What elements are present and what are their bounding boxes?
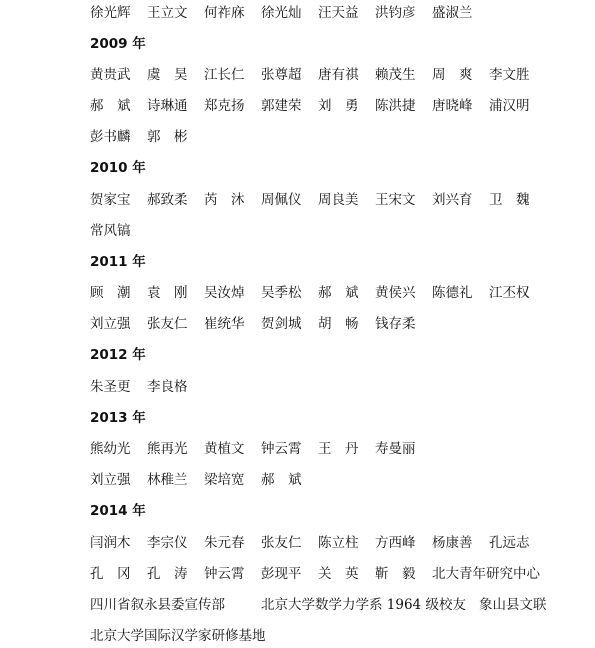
organization-name: 北京大学国际汉学家研修基地 [90,628,266,644]
person-name: 李文胜 [489,67,530,83]
person-name: 袁 刚 [147,285,188,301]
person-name: 刘兴育 [432,192,473,208]
person-name: 赖茂生 [375,67,416,83]
person-name: 钱存柔 [375,316,416,332]
person-name: 孔 冈 [90,566,131,582]
year-heading: 2010 年 [90,160,146,176]
person-name: 唐有祺 [318,67,359,83]
person-name: 郝致柔 [147,192,188,208]
person-name: 林稚兰 [147,472,188,488]
organization-name: 北京大学数学力学系 1964 级校友 [261,597,466,613]
person-name: 盛淑兰 [432,5,473,21]
person-name: 张友仁 [147,316,188,332]
person-name: 徐光灿 [261,5,302,21]
organization-name: 四川省叙永县委宣传部 [90,597,225,613]
person-name: 胡 畅 [318,316,359,332]
year-heading: 2013 年 [90,410,146,426]
person-name: 浦汉明 [489,98,530,114]
person-name: 王宋文 [375,192,416,208]
person-name: 朱元春 [204,535,245,551]
person-name: 虞 昊 [147,67,188,83]
person-name: 周 爽 [432,67,473,83]
person-name: 郭 彬 [147,129,188,145]
person-name: 闫润木 [90,535,131,551]
person-name: 诗琳通 [147,98,188,114]
person-name: 郝 斌 [90,98,131,114]
person-name: 梁培宽 [204,472,245,488]
person-name: 刘立强 [90,316,131,332]
person-name: 黄植文 [204,441,245,457]
person-name: 吴汝焯 [204,285,245,301]
person-name: 王 丹 [318,441,359,457]
person-name: 刘 勇 [318,98,359,114]
person-name: 张尊超 [261,67,302,83]
person-name: 顾 潮 [90,285,131,301]
person-name: 何祚庥 [204,5,245,21]
person-name: 陈洪捷 [375,98,416,114]
person-name: 江丕权 [489,285,530,301]
person-name: 陈立柱 [318,535,359,551]
person-name: 吴季松 [261,285,302,301]
person-name: 洪钧彦 [375,5,416,21]
person-name: 贺家宝 [90,192,131,208]
person-name: 钟云霄 [204,566,245,582]
person-name: 彭现平 [261,566,302,582]
person-name: 黄侯兴 [375,285,416,301]
person-name: 周佩仪 [261,192,302,208]
person-name: 郑克扬 [204,98,245,114]
year-heading: 2011 年 [90,254,146,270]
person-name: 汪天益 [318,5,359,21]
person-name: 卫 魏 [489,192,530,208]
person-name: 贺剑城 [261,316,302,332]
person-name: 靳 毅 [375,566,416,582]
person-name: 彭书麟 [90,129,131,145]
person-name: 王立文 [147,5,188,21]
organization-name: 北大青年研究中心 [432,566,540,582]
person-name: 寿曼丽 [375,441,416,457]
person-name: 关 英 [318,566,359,582]
year-heading: 2009 年 [90,36,146,52]
person-name: 刘立强 [90,472,131,488]
year-heading: 2014 年 [90,503,146,519]
person-name: 陈德礼 [432,285,473,301]
person-name: 杨康善 [432,535,473,551]
person-name: 黄贵武 [90,67,131,83]
person-name: 熊再光 [147,441,188,457]
person-name: 熊幼光 [90,441,131,457]
person-name: 方西峰 [375,535,416,551]
person-name: 郭建荣 [261,98,302,114]
person-name: 徐光辉 [90,5,131,21]
organization-name: 象山县文联 [479,597,547,613]
year-heading: 2012 年 [90,347,146,363]
person-name: 崔统华 [204,316,245,332]
person-name: 钟云霄 [261,441,302,457]
person-name: 周良美 [318,192,359,208]
person-name: 李良格 [147,379,188,395]
person-name: 张友仁 [261,535,302,551]
person-name: 郝 斌 [318,285,359,301]
person-name: 常风镐 [90,223,131,239]
person-name: 李宗仪 [147,535,188,551]
person-name: 孔 涛 [147,566,188,582]
person-name: 朱圣更 [90,379,131,395]
person-name: 芮 沐 [204,192,245,208]
person-name: 江长仁 [204,67,245,83]
person-name: 孔远志 [489,535,530,551]
person-name: 唐晓峰 [432,98,473,114]
person-name: 郝 斌 [261,472,302,488]
